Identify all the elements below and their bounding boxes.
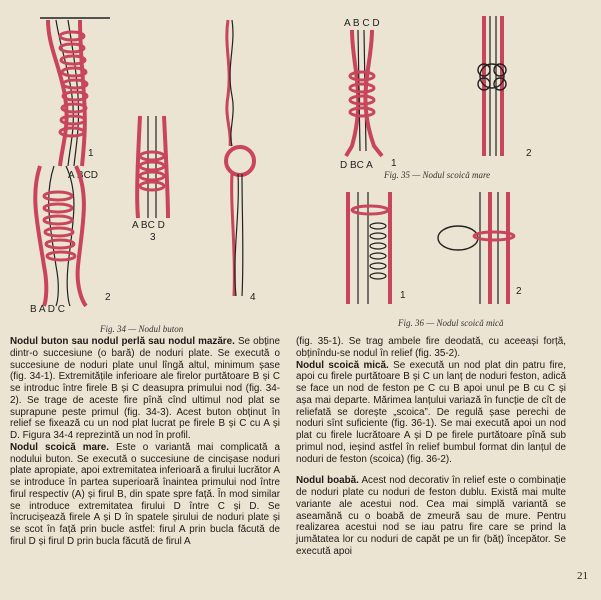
fig36-caption: Fig. 36 — Nodul scoică mică	[398, 318, 504, 328]
paragraph-nodul-scoica-mica	[296, 360, 566, 466]
fig34-part1	[40, 18, 110, 181]
fig35-2-number: 2	[526, 148, 532, 159]
figure-34-illustration	[10, 6, 282, 318]
fig35-1-bottom-letters: D BC A	[340, 160, 373, 171]
left-text-column	[10, 336, 280, 548]
text-nodul-boaba: Acest nod decorativ în relief este o combinație de noduri plate cu noduri de feston dublu. Există mai multe variante ale acestui nod. Cea mai simplă variantă se aseamănă cu o boabă de zmeură sau de mure. Pentru realizarea acestui nod se iau patru fire care se prind la jumătatea lor cu noduri de capăt pe un fir (băț) începător. Se execută apoi	[296, 475, 566, 557]
fig35-1-number: 1	[391, 158, 397, 169]
fig34-1-letters: A BCD	[68, 170, 99, 181]
fig34-3-number: 3	[150, 232, 156, 243]
page-number: 21	[577, 570, 588, 582]
fig36-2-number: 2	[516, 286, 522, 297]
text-nodul-scoica-mare: Este o variantă mai complicată a nodului buton. Se execută o succesiune de cincișase noduri plate apropiate, apoi extremitatea inferioară a firului lucrător A se introduce în partea superioară înaintea primului nod între firul respectiv (A) și firul B, din spate spre față. În mod similar se introduce extremitatea firului D între C și D. Se încrucișează firele A și D în spatele șirului de noduri plate și se scot în față prin bucle astfel: firul A prin bucla făcută de firul D și firul D prin bucla făcută de firul A	[10, 441, 280, 547]
heading-nodul-scoica-mare: Nodul scoică mare.	[10, 441, 110, 453]
fig34-3-letters: A BC D	[132, 220, 165, 231]
fig34-2-letters: B A D C	[30, 304, 66, 315]
paragraph-nodul-buton	[10, 336, 280, 442]
fig34-part3	[132, 116, 168, 243]
heading-nodul-scoica-mica: Nodul scoică mică.	[296, 359, 389, 371]
fig35-caption: Fig. 35 — Nodul scoică mare	[384, 170, 491, 180]
text-nodul-scoica-mica: Se execută un nod plat din patru fire, apoi cu firele purtătoare B și C un lanț de noduri feston, adică se face un nod de feston pe C cu B apoi unul pe B cu C și așa mai departe. Mărimea lanțului variază în funcție de cît de reliefată se dorește „scoica”. De regulă șase perechi de noduri sînt suficiente (fig. 36-1). Se mai execută apoi un nod plat cu firele lucrătoare A și D pe firele purtătoare pînă sub primul nod, ieșind astfel în relief bumbul format din lanțul de noduri de feston (scoica) (fig. 36-2).	[296, 359, 566, 465]
fig36-part2	[438, 192, 522, 304]
fig34-2-number: 2	[105, 292, 111, 303]
fig36-part1	[348, 192, 406, 304]
text-nodul-buton: Se obține dintr-o succesiune (o bară) de noduri plate. Se execută o succesiune de noduri plate unul lîngă altul, minimum șase (fig. 34-1). Extremitățile inferioare ale firelor purtătoare B și C se introduc între firele B și C deasupra primului nod (fig. 34-2). Se trage de aceste fire pînă cînd ultimul nod plat se suprapune peste primul (fig. 34-3). Acest buton obținut în relief se fixează cu un nod plat lucrat pe firele B și C cu A și D. Figura 34-4 reprezintă un nod în profil.	[10, 336, 280, 441]
fig34-1-number: 1	[88, 148, 94, 159]
right-text-column	[296, 336, 566, 558]
paragraph-continuation	[296, 336, 566, 360]
fig35-1-top-letters: A B C D	[344, 18, 380, 29]
fig35-part1	[340, 18, 397, 171]
fig34-part2	[30, 166, 111, 315]
paragraph-nodul-boaba	[296, 475, 566, 557]
fig34-part4	[226, 20, 256, 303]
paragraph-nodul-scoica-mare	[10, 442, 280, 548]
fig34-caption: Fig. 34 — Nodul buton	[100, 324, 184, 334]
fig35-part2	[478, 16, 532, 159]
figure-35-illustration	[296, 6, 586, 186]
fig36-1-number: 1	[400, 290, 406, 301]
fig34-4-number: 4	[250, 292, 256, 303]
heading-nodul-buton: Nodul buton sau nodul perlă sau nodul mazăre.	[10, 336, 235, 347]
text-continuation: (fig. 35-1). Se trag ambele fire deodată, cu aceeași forță, obținîndu-se nodul în relief (fig. 35-2).	[296, 336, 566, 359]
heading-nodul-boaba: Nodul boabă.	[296, 475, 359, 487]
figure-36-illustration	[300, 188, 590, 318]
